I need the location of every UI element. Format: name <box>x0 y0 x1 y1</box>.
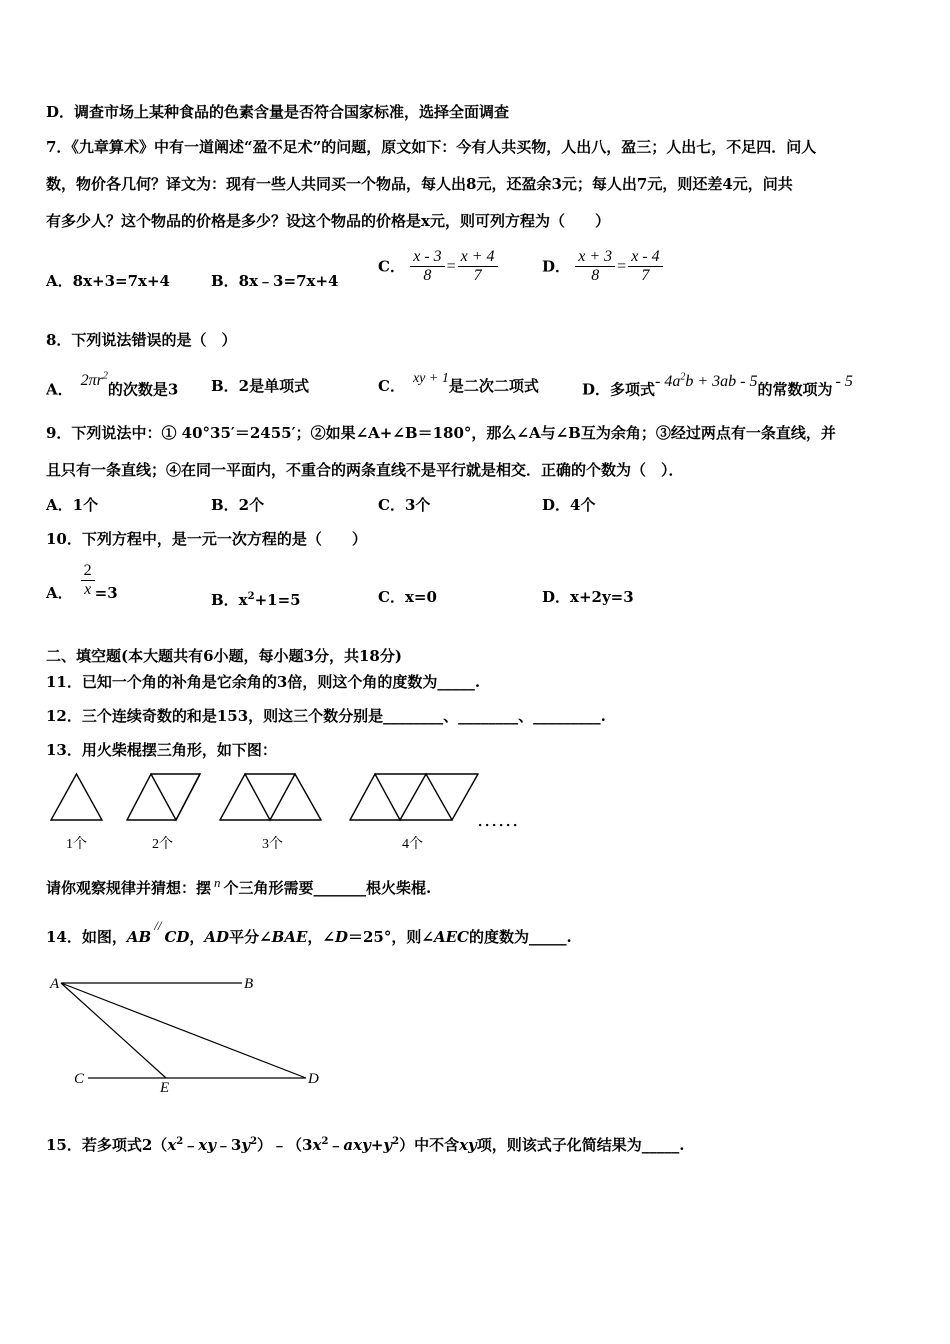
q7-stem-line2: 数，物价各几何？译文为：现有一些人共同买一个物品，每人出8元，还盈余3元；每人出7元，则还差4元，问共 <box>46 175 793 193</box>
q7-option-d <box>542 248 663 285</box>
q10-option-a-fraction: $\frac{2}{x}$ <box>81 562 95 599</box>
parallel-symbol: // <box>154 918 162 933</box>
q13-stem: 13．用火柴棍摆三角形，如下图： <box>46 741 277 759</box>
triangle-group-4 <box>350 774 478 820</box>
q10-option-d: D．x+2y=3 <box>542 588 634 606</box>
q12-stem: 12．三个连续奇数的和是153，则这三个数分别是________、________、_________. <box>46 707 606 725</box>
q13-label-3: 3个 <box>262 837 283 852</box>
q7-option-b: B．8x﹣3=7x+4 <box>211 272 339 290</box>
line-ad <box>61 983 306 1078</box>
q13-label-2: 2个 <box>152 837 173 852</box>
point-e-label: E <box>160 1080 170 1096</box>
q10-stem: 10．下列方程中，是一元一次方程的是（ ） <box>46 530 367 548</box>
q7-option-d-left-fraction: $\frac{x + 3}{8}$ <box>575 248 615 285</box>
q9-option-b: B．2个 <box>211 496 265 514</box>
q13-n-variable: n <box>214 875 221 890</box>
q6-option-d: D．调查市场上某种食品的色素含量是否符合国家标准，选择全面调查 <box>46 103 510 121</box>
q13-label-1: 1个 <box>66 837 87 852</box>
q9-stem-line2: 且只有一条直线；④在同一平面内，不重合的两条直线不是平行就是相交．正确的个数为（ ）． <box>46 461 684 479</box>
q14-geometry-figure <box>40 966 340 1101</box>
q9-option-a: A．1个 <box>46 496 99 514</box>
q7-option-a: A．8x+3=7x+4 <box>46 272 170 290</box>
q10-option-b: B．$x^2+1=5$ <box>211 591 301 609</box>
q15-stem: 15．若多项式$2(x^2﹣xy﹣3y^2)﹣(3x^2﹣axy+y^2)$中不含xy项，则该式子化简结果为_____. <box>46 1136 685 1154</box>
q8-option-d-value: - 5 <box>835 373 853 391</box>
q7-option-d-right-fraction: $\frac{x - 4}{7}$ <box>628 248 662 285</box>
q9-option-c: C．3个 <box>378 496 431 514</box>
q10-option-a: A． $\frac{2}{x}$ =3 <box>46 562 118 602</box>
triangle-group-1 <box>51 774 102 820</box>
q7-option-c <box>378 248 498 285</box>
q7-option-d-equals: = <box>617 257 627 275</box>
q7-option-c-right-fraction: $\frac{x + 4}{7}$ <box>458 248 498 285</box>
point-b-label: B <box>244 976 254 992</box>
q13-ellipsis: ．．．．．． <box>478 815 527 830</box>
q8-option-c-expr: xy + 1 <box>412 371 449 386</box>
q13-matchstick-figure <box>40 762 600 858</box>
q8-option-a: A． $2\pi r^2$的次数是3 <box>46 371 179 399</box>
q8-stem: 8．下列说法错误的是（ ） <box>46 331 237 349</box>
q8-option-d: D．多项式- $4a^2b + 3ab - 5$的常数项为 - 5 <box>582 372 853 399</box>
point-d-label: D <box>308 1071 319 1087</box>
q8-option-a-expr: $2\pi r^2$ <box>80 371 108 390</box>
q14-stem: 14．如图，AB//CD，AD平分∠BAE，∠D＝25°，则∠AEC的度数为_____. <box>46 918 572 946</box>
line-ae <box>61 983 166 1078</box>
q7-option-c-equals: = <box>446 257 456 275</box>
q10-option-c: C．x=0 <box>378 588 437 606</box>
triangle-group-3 <box>220 774 321 820</box>
q7-option-c-label: C． <box>378 257 405 276</box>
point-c-label: C <box>74 1071 85 1087</box>
triangle-group-2 <box>127 774 200 820</box>
q8-option-b: B．2是单项式 <box>211 377 310 395</box>
point-a-label: A <box>50 976 60 992</box>
q7-option-d-label: D． <box>542 257 571 276</box>
q7-stem-line1: 7．《九章算术》中有一道阐述“盈不足术”的问题，原文如下：今有人共买物，人出八，盈三；人出七，不足四．问人 <box>46 138 817 156</box>
q7-stem-line3: 有多少人？这个物品的价格是多少？设这个物品的价格是x元，则可列方程为（ ） <box>46 212 610 230</box>
q13-question: 请你观察规律并猜想：摆 n 个三角形需要_______根火柴棍. <box>46 875 432 897</box>
q11-stem: 11．已知一个角的补角是它余角的3倍，则这个角的度数为_____. <box>46 673 481 691</box>
q8-option-d-expr: - $4a^2b + 3ab - 5$ <box>655 372 758 391</box>
q9-stem-line1: 9．下列说法中：① 40°35′＝2455′；②如果∠A+∠B＝180°，那么∠A与∠B互为余角；③经过两点有一条直线，并 <box>46 424 836 442</box>
q7-option-c-left-fraction: $\frac{x - 3}{8}$ <box>410 248 444 285</box>
q13-label-4: 4个 <box>402 837 423 852</box>
q9-option-d: D．4个 <box>542 496 596 514</box>
q8-option-c: C． xy + 1是二次二项式 <box>378 371 539 395</box>
section-2-heading: 二、填空题(本大题共有6小题，每小题3分，共18分) <box>46 647 402 665</box>
